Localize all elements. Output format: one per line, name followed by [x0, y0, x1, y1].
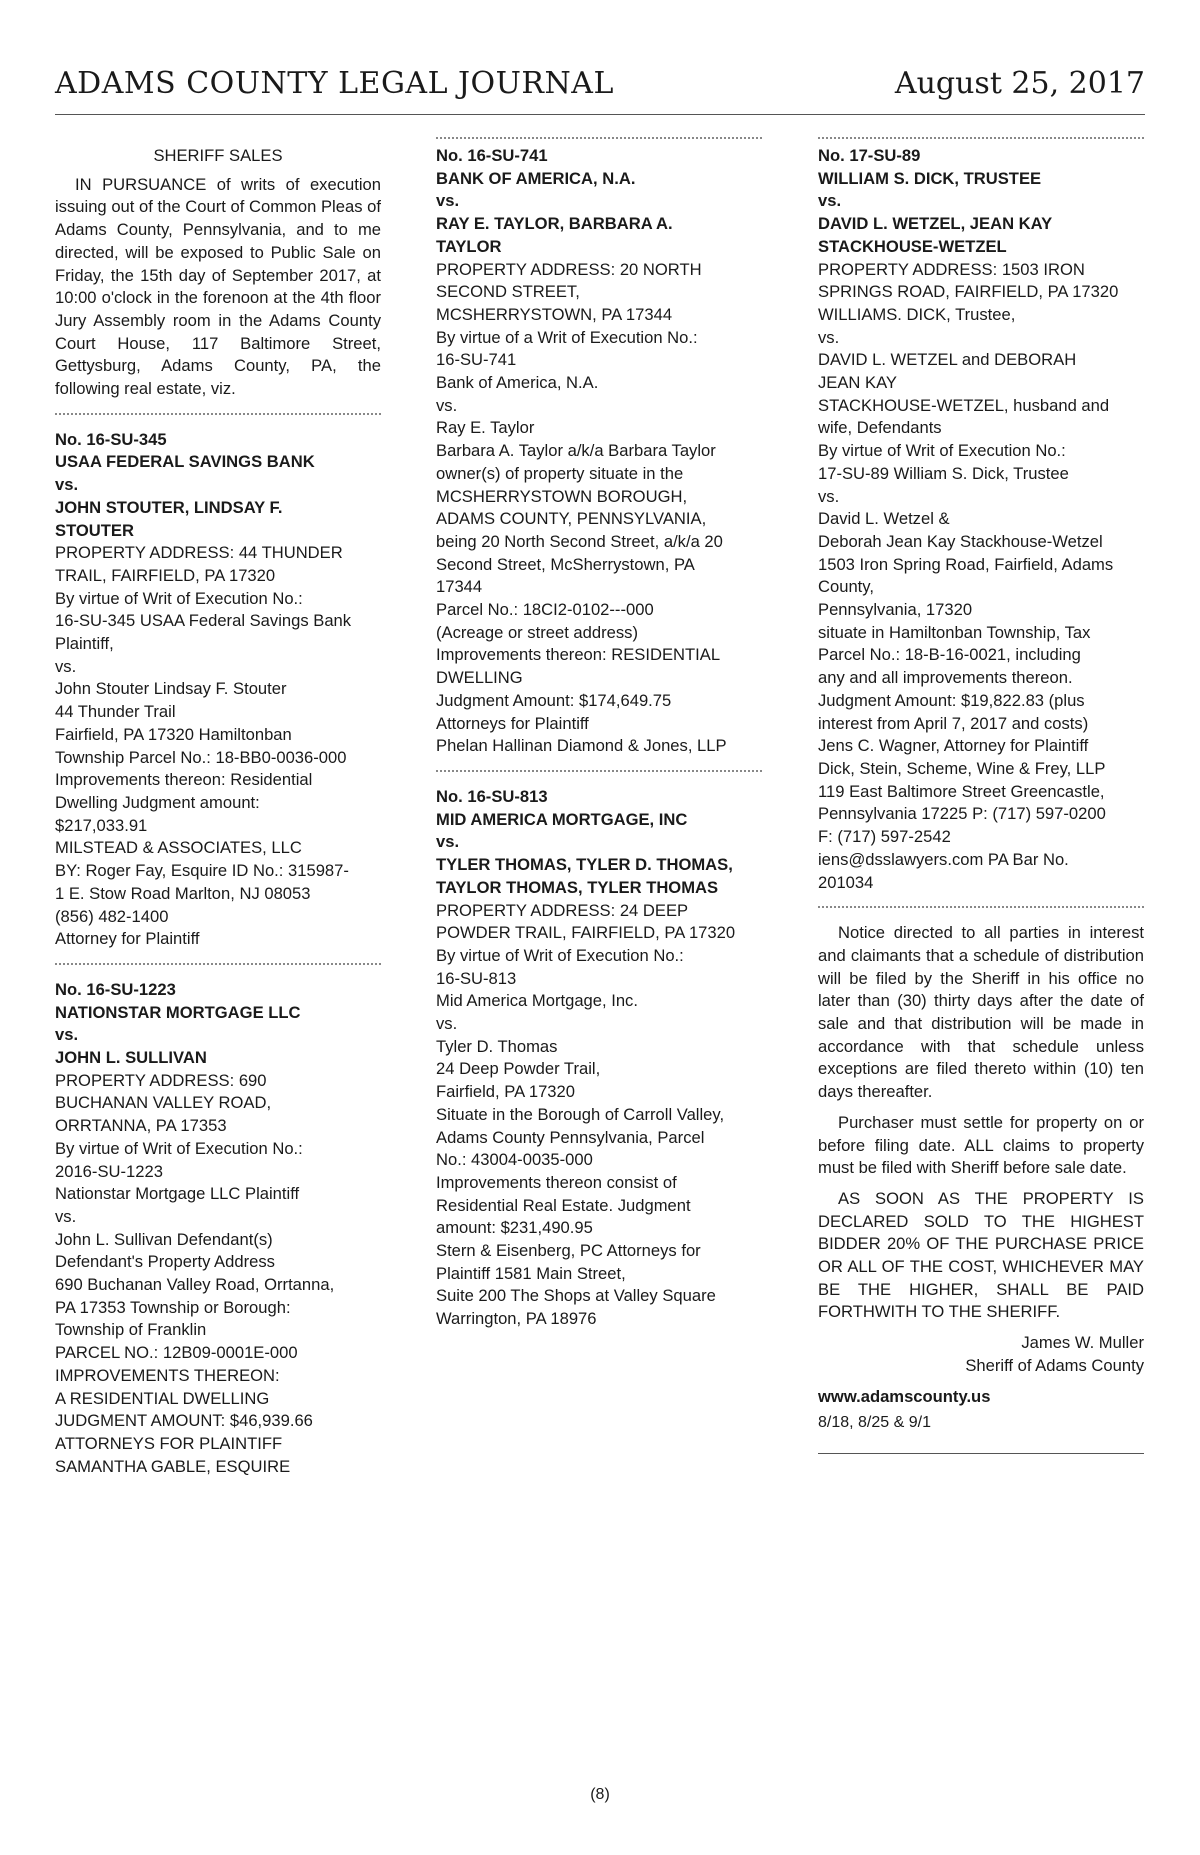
section-divider	[436, 770, 762, 772]
case-detail-line: any and all improvements thereon.	[818, 668, 1073, 688]
case-detail-line: ADAMS COUNTY, PENNSYLVANIA,	[436, 509, 707, 529]
case-detail-line: Second Street, McSherrystown, PA	[436, 554, 695, 574]
case-detail-line: (856) 482-1400	[55, 906, 169, 926]
case-number: No. 16-SU-1223	[55, 979, 176, 999]
journal-header	[55, 66, 1145, 116]
case-caption-line: MID AMERICA MORTGAGE, INC	[436, 809, 688, 829]
case-caption-line: BANK OF AMERICA, N.A.	[436, 168, 636, 188]
column-2	[436, 145, 762, 1331]
case-detail-line: Phelan Hallinan Diamond & Jones, LLP	[436, 736, 727, 756]
case-16-su-741	[436, 145, 762, 758]
case-detail-line: By virtue of Writ of Execution No.:	[55, 1138, 303, 1158]
case-detail-line: 201034	[818, 872, 874, 892]
notice-payment: AS SOON AS THE PROPERTY IS DECLARED SOLD TO THE HIGHEST BIDDER 20% OF THE PURCHASE PRICE OR ALL OF THE COST, WHICHEVER MAY BE THE HIGHER, SHALL BE PAID FORTHWITH TO THE SHERIFF.	[818, 1188, 1144, 1322]
case-detail-line: Plaintiff,	[55, 634, 114, 654]
case-17-su-89	[818, 145, 1144, 894]
case-detail-line: F: (717) 597-2542	[818, 827, 951, 847]
case-detail-line: ORRTANNA, PA 17353	[55, 1116, 227, 1136]
case-detail-line: By virtue of Writ of Execution No.:	[436, 945, 684, 965]
case-detail-line: Tyler D. Thomas	[436, 1036, 558, 1056]
column-3	[818, 145, 1144, 1454]
case-detail-line: By virtue of Writ of Execution No.:	[818, 441, 1066, 461]
case-detail-line: A RESIDENTIAL DWELLING	[55, 1388, 270, 1408]
case-number: No. 17-SU-89	[818, 146, 921, 165]
notice-settlement: Purchaser must settle for property on or before filing date. ALL claims to property must be filed with Sheriff before sale date.	[818, 1112, 1144, 1178]
case-detail-line: situate in Hamiltonban Township, Tax	[818, 622, 1091, 642]
case-caption-line: vs.	[55, 1025, 79, 1045]
case-detail-line: Suite 200 The Shops at Valley Square	[436, 1286, 716, 1306]
case-detail-line: BUCHANAN VALLEY ROAD,	[55, 1093, 272, 1113]
case-detail-line: vs.	[436, 1014, 458, 1034]
case-detail-line: TRAIL, FAIRFIELD, PA 17320	[55, 565, 276, 585]
case-detail-line: Attorneys for Plaintiff	[436, 713, 589, 733]
column-1	[55, 145, 381, 1478]
section-heading: SHERIFF SALES	[153, 146, 283, 165]
case-detail-line: County,	[818, 577, 874, 597]
case-detail-line: Bank of America, N.A.	[436, 373, 599, 393]
case-detail-line: 16-SU-813	[436, 968, 517, 988]
case-detail-line: Deborah Jean Kay Stackhouse-Wetzel	[818, 531, 1103, 551]
case-detail-line: 1503 Iron Spring Road, Fairfield, Adams	[818, 554, 1114, 574]
publication-title: ADAMS COUNTY LEGAL JOURNAL	[55, 66, 614, 101]
case-caption-line: TAYLOR THOMAS, TYLER THOMAS	[436, 877, 719, 897]
case-detail-line: Residential Real Estate. Judgment	[436, 1195, 691, 1215]
case-caption-line: STOUTER	[55, 520, 134, 540]
case-caption-line: WILLIAM S. DICK, TRUSTEE	[818, 168, 1042, 188]
case-detail-line: Improvements thereon: Residential	[55, 770, 313, 790]
case-detail-line: Judgment Amount: $174,649.75	[436, 690, 672, 710]
case-detail-line: wife, Defendants	[818, 418, 942, 438]
case-number: No. 16-SU-345	[55, 429, 167, 449]
case-caption-line: DAVID L. WETZEL, JEAN KAY	[818, 214, 1053, 234]
case-detail-line: Dick, Stein, Scheme, Wine & Frey, LLP	[818, 758, 1106, 778]
case-detail-line: Barbara A. Taylor a/k/a Barbara Taylor	[436, 441, 716, 461]
case-number: No. 16-SU-813	[436, 786, 548, 806]
case-detail-line: amount: $231,490.95	[436, 1218, 593, 1238]
case-caption-line: STACKHOUSE-WETZEL	[818, 236, 1007, 256]
case-detail-line: Plaintiff 1581 Main Street,	[436, 1263, 626, 1283]
case-detail-line: John Stouter Lindsay F. Stouter	[55, 679, 287, 699]
case-caption-line: JOHN STOUTER, LINDSAY F.	[55, 497, 283, 517]
case-detail-line: PROPERTY ADDRESS: 24 DEEP	[436, 900, 689, 920]
case-16-su-1223	[55, 979, 381, 1478]
website-link[interactable]: www.adamscounty.us	[818, 1386, 991, 1406]
case-detail-line: WILLIAMS. DICK, Trustee,	[818, 304, 1016, 324]
section-divider	[55, 413, 381, 415]
case-detail-line: vs.	[818, 327, 840, 347]
header-rule	[55, 114, 1145, 115]
case-detail-line: MCSHERRYSTOWN BOROUGH,	[436, 486, 688, 506]
case-detail-line: Judgment Amount: $19,822.83 (plus	[818, 690, 1085, 710]
case-detail-line: Township of Franklin	[55, 1320, 207, 1340]
case-detail-line: Adams County Pennsylvania, Parcel	[436, 1127, 705, 1147]
case-detail-line: DWELLING	[436, 668, 523, 688]
case-detail-line: Stern & Eisenberg, PC Attorneys for	[436, 1241, 701, 1261]
case-detail-line: 119 East Baltimore Street Greencastle,	[818, 781, 1105, 801]
case-detail-line: DAVID L. WETZEL and DEBORAH	[818, 350, 1077, 370]
case-detail-line: 16-SU-741	[436, 350, 517, 370]
case-detail-line: POWDER TRAIL, FAIRFIELD, PA 17320	[436, 923, 736, 943]
case-detail-line: PROPERTY ADDRESS: 44 THUNDER	[55, 543, 343, 563]
end-rule	[818, 1453, 1144, 1454]
case-caption-line: JOHN L. SULLIVAN	[55, 1048, 207, 1068]
case-detail-line: Warrington, PA 18976	[436, 1309, 597, 1329]
case-detail-line: BY: Roger Fay, Esquire ID No.: 315987-	[55, 861, 349, 881]
issue-date: August 25, 2017	[894, 66, 1145, 101]
case-detail-line: IMPROVEMENTS THEREON:	[55, 1365, 280, 1385]
case-detail-line: By virtue of a Writ of Execution No.:	[436, 327, 698, 347]
case-detail-line: $217,033.91	[55, 815, 148, 835]
case-caption-line: vs.	[436, 191, 460, 211]
case-caption-line: TAYLOR	[436, 236, 502, 256]
case-detail-line: By virtue of Writ of Execution No.:	[55, 588, 303, 608]
case-detail-line: JUDGMENT AMOUNT: $46,939.66	[55, 1411, 313, 1431]
section-divider	[818, 906, 1144, 908]
case-detail-line: vs.	[818, 486, 840, 506]
case-detail-line: PA 17353 Township or Borough:	[55, 1297, 291, 1317]
column-divider	[436, 137, 762, 139]
signature-title: Sheriff of Adams County	[965, 1355, 1144, 1375]
case-detail-line: Parcel No.: 18CI2-0102---000	[436, 600, 654, 620]
case-detail-line: MILSTEAD & ASSOCIATES, LLC	[55, 838, 302, 858]
case-detail-line: 17-SU-89 William S. Dick, Trustee	[818, 463, 1069, 483]
case-caption-line: USAA FEDERAL SAVINGS BANK	[55, 452, 315, 472]
case-detail-line: PARCEL NO.: 12B09-0001E-000	[55, 1343, 298, 1363]
case-detail-line: David L. Wetzel &	[818, 509, 950, 529]
case-detail-line: vs.	[55, 656, 77, 676]
case-detail-line: Ray E. Taylor	[436, 418, 535, 438]
page-number: (8)	[590, 1786, 610, 1803]
case-caption-line: TYLER THOMAS, TYLER D. THOMAS,	[436, 855, 733, 875]
notice-distribution: Notice directed to all parties in interest and claimants that a schedule of distribution will be filed by the Sheriff in his office no later than (30) thirty days after the date of sale and that distribution will be made in accordance with that schedule unless exceptions are filed thereto within (10) ten days thereafter.	[818, 923, 1144, 1102]
case-detail-line: MCSHERRYSTOWN, PA 17344	[436, 304, 673, 324]
case-detail-line: ATTORNEYS FOR PLAINTIFF	[55, 1433, 283, 1453]
case-detail-line: iens@dsslawyers.com PA Bar No.	[818, 849, 1069, 869]
case-detail-line: vs.	[55, 1206, 77, 1226]
case-detail-line: PROPERTY ADDRESS: 690	[55, 1070, 267, 1090]
case-detail-line: interest from April 7, 2017 and costs)	[818, 713, 1089, 733]
case-detail-line: being 20 North Second Street, a/k/a 20	[436, 531, 723, 551]
case-detail-line: 1 E. Stow Road Marlton, NJ 08053	[55, 883, 311, 903]
case-detail-line: Mid America Mortgage, Inc.	[436, 991, 638, 1011]
case-detail-line: Defendant's Property Address	[55, 1252, 275, 1272]
case-detail-line: Dwelling Judgment amount:	[55, 792, 260, 812]
case-detail-line: Township Parcel No.: 18-BB0-0036-000	[55, 747, 347, 767]
case-detail-line: PROPERTY ADDRESS: 20 NORTH	[436, 259, 702, 279]
case-caption-line: RAY E. TAYLOR, BARBARA A.	[436, 214, 673, 234]
case-16-su-813	[436, 786, 762, 1331]
case-detail-line: Improvements thereon: RESIDENTIAL	[436, 645, 721, 665]
case-caption-line: vs.	[436, 832, 460, 852]
case-detail-line: Situate in the Borough of Carroll Valley,	[436, 1104, 725, 1124]
case-detail-line: 24 Deep Powder Trail,	[436, 1059, 601, 1079]
case-detail-line: Improvements thereon consist of	[436, 1172, 677, 1192]
case-detail-line: SAMANTHA GABLE, ESQUIRE	[55, 1456, 291, 1476]
case-detail-line: 2016-SU-1223	[55, 1161, 163, 1181]
case-detail-line: owner(s) of property situate in the	[436, 463, 684, 483]
case-detail-line: John L. Sullivan Defendant(s)	[55, 1229, 273, 1249]
case-detail-line: 17344	[436, 577, 483, 597]
intro-paragraph: IN PURSUANCE of writs of execution issuing out of the Court of Common Pleas of Adams County, Pennsylvania, and to me directed, will be exposed to Public Sale on Friday, the 15th day of September 2017, at 10:00 o'clock in the forenoon at the 4th floor Jury Assembly room in the Adams County Court House, 117 Baltimore Street, Gettysburg, Adams County, PA, the following real estate, viz.	[55, 174, 381, 399]
case-detail-line: (Acreage or street address)	[436, 622, 638, 642]
case-detail-line: 16-SU-345 USAA Federal Savings Bank	[55, 611, 352, 631]
case-detail-line: Nationstar Mortgage LLC Plaintiff	[55, 1184, 300, 1204]
case-detail-line: Fairfield, PA 17320	[436, 1082, 575, 1102]
case-detail-line: vs.	[436, 395, 458, 415]
case-16-su-345	[55, 429, 381, 951]
publication-dates: 8/18, 8/25 & 9/1	[818, 1414, 931, 1432]
case-detail-line: PROPERTY ADDRESS: 1503 IRON	[818, 259, 1085, 279]
case-detail-line: 44 Thunder Trail	[55, 702, 176, 722]
signature-name: James W. Muller	[1021, 1333, 1144, 1353]
case-detail-line: JEAN KAY	[818, 373, 897, 393]
case-detail-line: Fairfield, PA 17320 Hamiltonban	[55, 724, 292, 744]
case-caption-line: vs.	[55, 475, 79, 495]
case-detail-line: STACKHOUSE-WETZEL, husband and	[818, 395, 1110, 415]
case-detail-line: Attorney for Plaintiff	[55, 929, 200, 949]
case-detail-line: Parcel No.: 18-B-16-0021, including	[818, 645, 1081, 665]
column-divider	[818, 137, 1144, 139]
case-detail-line: SECOND STREET,	[436, 282, 580, 302]
case-detail-line: Pennsylvania 17225 P: (717) 597-0200	[818, 804, 1106, 824]
case-detail-line: No.: 43004-0035-000	[436, 1150, 593, 1170]
case-caption-line: NATIONSTAR MORTGAGE LLC	[55, 1002, 301, 1022]
case-detail-line: Pennsylvania, 17320	[818, 600, 973, 620]
case-detail-line: 690 Buchanan Valley Road, Orrtanna,	[55, 1275, 335, 1295]
case-number: No. 16-SU-741	[436, 146, 548, 165]
case-detail-line: Jens C. Wagner, Attorney for Plaintiff	[818, 736, 1089, 756]
case-caption-line: vs.	[818, 191, 842, 211]
section-divider	[55, 963, 381, 965]
case-detail-line: SPRINGS ROAD, FAIRFIELD, PA 17320	[818, 282, 1119, 302]
